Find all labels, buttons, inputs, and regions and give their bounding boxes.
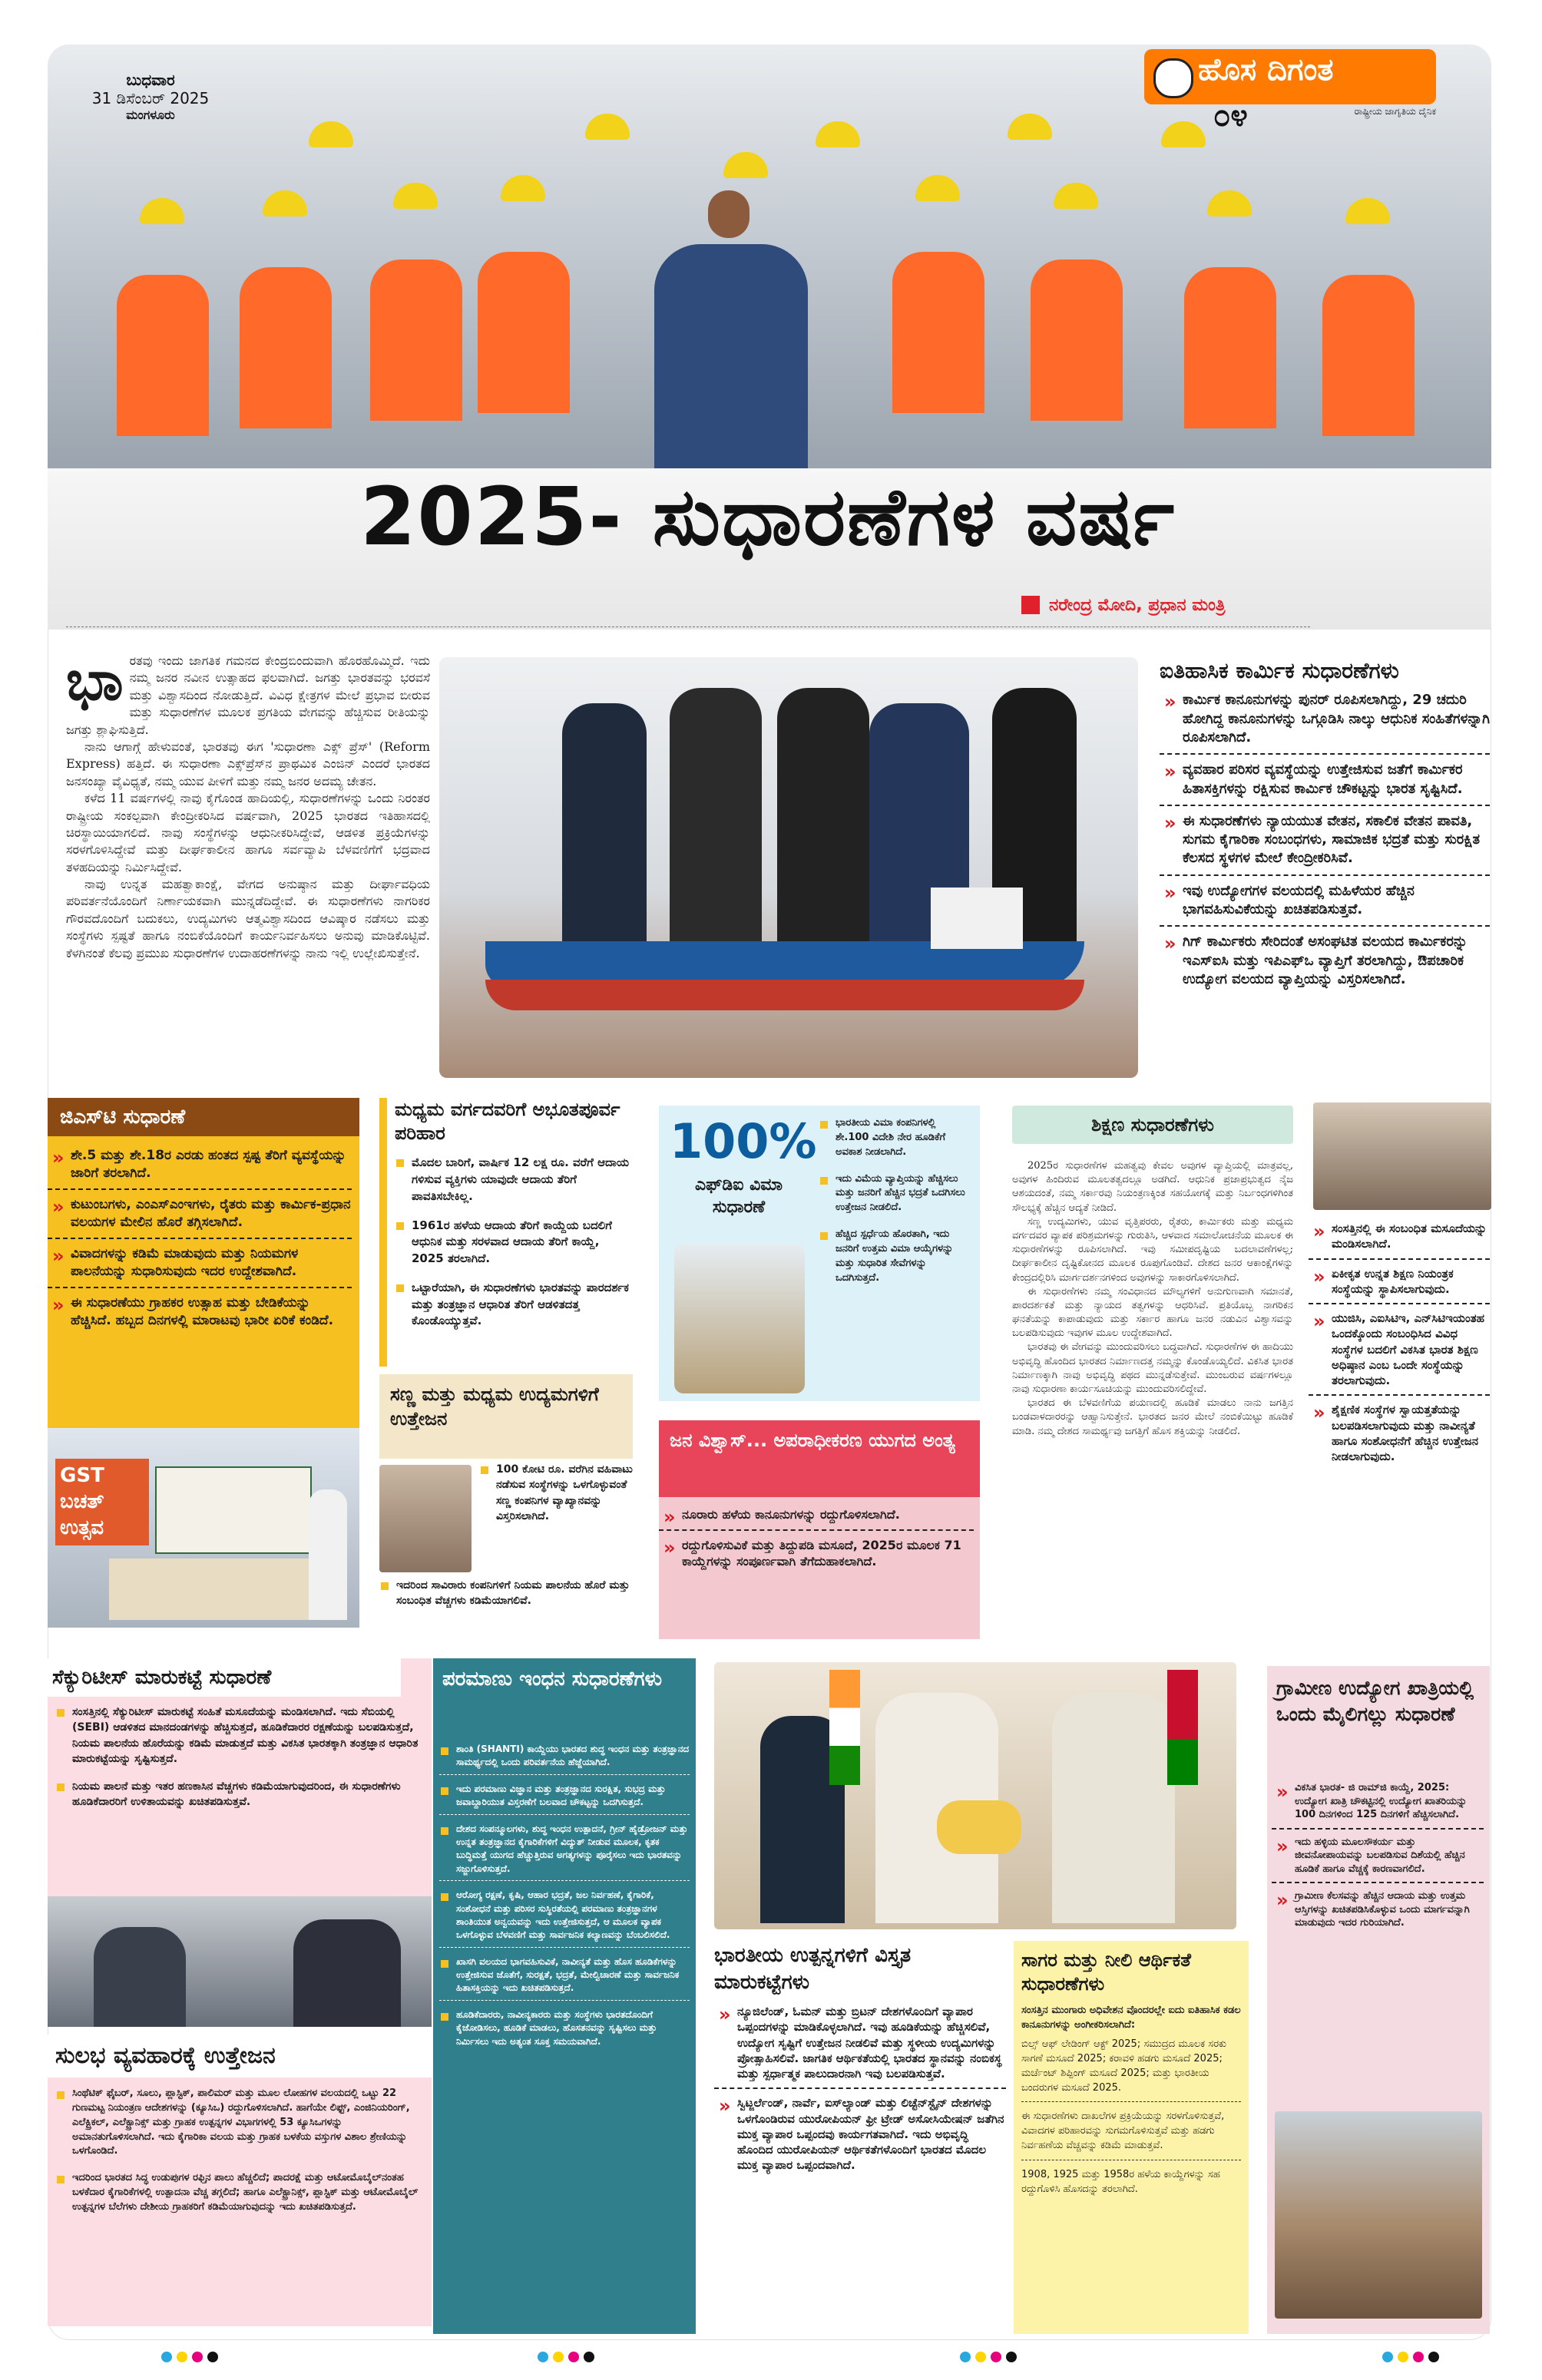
securities-header	[48, 1658, 401, 1697]
rural-workers-photo	[1275, 2111, 1482, 2319]
edition-city: ಮಂಗಳೂರು	[126, 107, 175, 122]
page-number: ೦೪	[1213, 98, 1248, 134]
hero-worker	[478, 252, 570, 413]
headline: 2025- ಸುಧಾರಣೆಗಳ ವರ್ಷ	[359, 470, 1176, 564]
msme-header	[379, 1374, 633, 1459]
ease-header	[48, 2035, 432, 2078]
gst-item: » ಕುಟುಂಬಗಳು, ಎಂಎಸ್‌ಎಂಇಗಳು, ರೈತರು ಮತ್ತು ಕಾರ್ಮಿಕ-ಪ್ರಧಾನ ವಲಯಗಳ ಮೇಲಿನ ಹೊರೆ ತಗ್ಗಿಸಲಾಗಿದೆ.	[48, 1196, 352, 1239]
hero-worker	[117, 275, 209, 436]
education-paragraph: ಭಾರತವು ಈ ವೇಗವನ್ನು ಮುಂದುವರಿಸಲು ಬದ್ಧವಾಗಿದೆ. ಸುಧಾರಣೆಗಳ ಈ ಹಾದಿಯು ಅಭಿವೃದ್ಧಿ ಹೊಂದಿದ ಭಾರತದ ನಿರ್ಮಾಣದತ್ತ ನಮ್ಮನ್ನು ಕೊಂಡೊಯ್ಯಲಿದೆ. ವಿಕಸಿತ ಭಾರತ ನಿರ್ಮಾಣಕ್ಕಾಗಿ ನಾವು ಅಭಿವೃದ್ಧಿ ಪಥದ ಮುನ್ನಡೆಸುತ್ತೇವೆ. ಮುಂಬರುವ ವರ್ಷಗಳಲ್ಲೂ ನಾವು ಸುಧಾರಣಾ ಕಾರ್ಯಸೂಚಿಯನ್ನು ಮುಂದುವರಿಸಲಿದ್ದೇವೆ.	[1012, 1341, 1293, 1395]
byline-rule	[66, 626, 1310, 627]
msme-photo	[379, 1465, 472, 1572]
labour-item: » ಈ ಸುಧಾರಣೆಗಳು ನ್ಯಾಯಯುತ ವೇತನ, ಸಕಾಲಿಕ ವೇತನ ಪಾವತಿ, ಸುಗಮ ಕೈಗಾರಿಕಾ ಸಂಬಂಧಗಳು, ಸಾಮಾಜಿಕ ಭದ್ರತೆ ಮತ್ತು ಸುರಕ್ಷಿತ ಕೆಲಸದ ಸ್ಥಳಗಳ ಮೇಲೆ ಕೇಂದ್ರೀಕರಿಸಿವೆ.	[1160, 812, 1490, 876]
maritime-footnote: 1908, 1925 ಮತ್ತು 1958ರ ಹಳೆಯ ಕಾಯ್ದೆಗಳನ್ನು ಸಹ ರದ್ದುಗೊಳಿಸಿ ಹೊಸದನ್ನು ತರಲಾಗಿದೆ.	[1021, 2168, 1220, 2195]
nuclear-item: ಇದು ಪರಮಾಣು ವಿಜ್ಞಾನ ಮತ್ತು ತಂತ್ರಜ್ಞಾನದ ಸುರಕ್ಷಿತ, ಸುಭದ್ರ ಮತ್ತು ಜವಾಬ್ದಾರಿಯುತ ವಿಸ್ತರಣೆಗೆ ಬಲವಾದ ಚೌಕಟ್ಟನ್ನು ಒದಗಿಸುತ್ತದೆ.	[439, 1783, 690, 1815]
gst-item: » ವಿವಾದಗಳನ್ನು ಕಡಿಮೆ ಮಾಡುವುದು ಮತ್ತು ನಿಯಮಗಳ ಪಾಲನೆಯನ್ನು ಸುಧಾರಿಸುವುದು ಇದರ ಉದ್ದೇಶವಾಗಿದೆ.	[48, 1245, 352, 1288]
education-side-item: » ಯುಜಿಸಿ, ಎಐಸಿಟಿಇ, ಎನ್‌ಸಿಟಿಇಯಂತಹ ಒಂದಕ್ಕೊಂದು ಸಂಬಂಧಿಸಿದ ವಿವಿಧ ಸಂಸ್ಥೆಗಳ ಬದಲಿಗೆ ವಿಕಸಿತ ಭಾರತ ಶಿಕ್ಷಣ ಅಧಿಷ್ಠಾನ ಎಂಬ ಒಂದೇ ಸಂಸ್ಥೆಯನ್ನು ತರಲಾಗುವುದು.	[1309, 1311, 1490, 1396]
trust-box	[659, 1420, 980, 1639]
nuclear-item: ಶಾಂತಿ (SHANTI) ಕಾಯ್ದೆಯು ಭಾರತದ ಶುದ್ಧ ಇಂಧನ ಮತ್ತು ತಂತ್ರಜ್ಞಾನದ ಸಾಮರ್ಥ್ಯದಲ್ಲಿ ಒಂದು ಪರಿವರ್ತನೆಯ ಹೆಜ್ಜೆಯಾಗಿದೆ.	[439, 1743, 690, 1775]
textile-workers-photo	[48, 1896, 432, 2027]
issue-date: 31 ಡಿಸೆಂಬರ್ 2025	[91, 89, 210, 107]
msme-items	[479, 1462, 633, 1536]
fdi-title: ಎಫ್‌ಡಿಐ ವಿಮಾ ಸುಧಾರಣೆ	[695, 1175, 783, 1217]
labour-item: » ಗಿಗ್ ಕಾರ್ಮಿಕರು ಸೇರಿದಂತೆ ಅಸಂಘಟಿತ ವಲಯದ ಕಾರ್ಮಿಕರನ್ನು ಇಎಸ್ಐಸಿ ಮತ್ತು ಇಪಿಎಫ್ಒ ವ್ಯಾಪ್ತಿಗೆ ತರಲಾಗಿದ್ದು, ಔಪಚಾರಿಕ ಉದ್ಯೋಗ ವಲಯದ ವ್ಯಾಪ್ತಿಯನ್ನು ವಿಸ್ತರಿಸಲಾಗಿದೆ.	[1160, 933, 1490, 995]
ease-item: ಇದರಿಂದ ಭಾರತದ ಸಿದ್ಧ ಉಡುಪುಗಳ ರಫ್ತಿನ ಪಾಲು ಹೆಚ್ಚಲಿದೆ; ಪಾದರಕ್ಷೆ ಮತ್ತು ಆಟೋಮೊಬೈಲ್‌ನಂತಹ ಬಳಕೆದಾರ ಕೈಗಾರಿಕೆಗಳಲ್ಲಿ ಉತ್ಪಾದನಾ ವೆಚ್ಚ ತಗ್ಗಲಿದೆ; ಹಾಗೂ ಎಲೆಕ್ಟ್ರಾನಿಕ್ಸ್, ಪ್ಲಾಸ್ಟಿಕ್ ಮತ್ತು ಆಟೋಮೊಬೈಲ್ ಉತ್ಪನ್ನಗಳ ಬೆಲೆಗಳು ದೇಶೀಯ ಗ್ರಾಹಕರಿಗೆ ಕಡಿಮೆಯಾಗುವುದನ್ನು ಇದು ಖಚಿತಪಡಿಸುತ್ತದೆ.	[55, 2171, 421, 2220]
trust-item: » ನೂರಾರು ಹಳೆಯ ಕಾನೂನುಗಳನ್ನು ರದ್ದುಗೊಳಿಸಲಾಗಿದೆ.	[659, 1506, 974, 1531]
markets-item: » ನ್ಯೂಜಿಲೆಂಡ್, ಓಮನ್ ಮತ್ತು ಬ್ರಿಟನ್ ದೇಶಗಳೊಂದಿಗೆ ವ್ಯಾಪಾರ ಒಪ್ಪಂದಗಳನ್ನು ಮಾಡಿಕೊಳ್ಳಲಾಗಿದೆ. ಇವು ಹೂಡಿಕೆಯನ್ನು ಹೆಚ್ಚಿಸಲಿವೆ, ಉದ್ಯೋಗ ಸೃಷ್ಟಿಗೆ ಉತ್ತೇಜನ ನೀಡಲಿವೆ ಮತ್ತು ಸ್ಥಳೀಯ ಉದ್ಯಮಿಗಳನ್ನು ಪ್ರೋತ್ಸಾಹಿಸಲಿವೆ. ಜಾಗತಿಕ ಆರ್ಥಿಕತೆಯಲ್ಲಿ ಭಾರತದ ಸ್ಥಾನವನ್ನು ನಂಬಿಕಸ್ಥ ಮತ್ತು ಸ್ಪರ್ಧಾತ್ಮಕ ಪಾಲುದಾರನಾಗಿ ಇವು ಬಲಪಡಿಸುತ್ತವೆ.	[714, 2004, 1006, 2089]
byline-text: ನರೇಂದ್ರ ಮೋದಿ, ಪ್ರಧಾನ ಮಂತ್ರಿ	[1049, 595, 1226, 615]
maritime-body: ಈ ಸುಧಾರಣೆಗಳು ದಾಖಲೆಗಳ ಪ್ರಕ್ರಿಯೆಯನ್ನು ಸರಳಗೊಳಿಸುತ್ತವೆ, ವಿವಾದಗಳ ಪರಿಹಾರವನ್ನು ಸುಗಮಗೊಳಿಸುತ್ತವೆ ಮತ್ತು ಹಡಗು ನಿರ್ವಹಣೆಯ ವೆಚ್ಚವನ್ನು ಕಡಿಮೆ ಮಾಡುತ್ತವೆ.	[1021, 2110, 1241, 2160]
msme-title: ಸಣ್ಣ ಮತ್ತು ಮಧ್ಯಮ ಉದ್ಯಮಗಳಿಗೆ ಉತ್ತೇಜನ	[390, 1383, 599, 1430]
date-block	[74, 71, 227, 123]
registration-marks	[161, 2351, 223, 2365]
coin-jar-photo	[674, 1244, 805, 1393]
ship-model-photo	[439, 657, 1138, 1078]
fdi-item: ಹೆಚ್ಚಿದ ಸ್ಪರ್ಧೆಯ ಹೊರತಾಗಿ, ಇದು ಜನರಿಗೆ ಉತ್ತಮ ವಿಮಾ ಆಯ್ಕೆಗಳನ್ನು ಮತ್ತು ಸುಧಾರಿತ ಸೇವೆಗಳನ್ನು ಒದಗಿಸುತ್ತದೆ.	[819, 1228, 972, 1290]
byline	[1021, 591, 1313, 619]
gst-photo	[48, 1428, 359, 1628]
hero-worker	[1322, 275, 1415, 436]
education-paragraph: ಈ ಸುಧಾರಣೆಗಳು ನಮ್ಮ ಸಂವಿಧಾನದ ಮೌಲ್ಯಗಳಿಗೆ ಅನುಗುಣವಾಗಿ ಸಮಾನತೆ, ಪಾರದರ್ಶಕತೆ ಮತ್ತು ನ್ಯಾಯದ ತತ್ವಗಳನ್ನು ಆಧರಿಸಿವೆ. ಪ್ರತಿಯೊಬ್ಬ ನಾಗರಿಕನ ಘನತೆಯನ್ನು ಕಾಪಾಡುವುದು ಮತ್ತು ಸರ್ಕಾರ ಹಾಗೂ ಜನರ ನಡುವಿನ ವಿಶ್ವಾಸವನ್ನು ಬಲಪಡಿಸುವುದು ಇವುಗಳ ಮೂಲ ಉದ್ದೇಶವಾಗಿದೆ.	[1012, 1285, 1293, 1340]
brand-emblem-icon	[1153, 58, 1193, 98]
rural-item: » ಇದು ಹಳ್ಳಿಯ ಮೂಲಸೌಕರ್ಯ ಮತ್ತು ಜೀವನೋಪಾಯವನ್ನು ಬಲಪಡಿಸುವ ದಿಶೆಯಲ್ಲಿ ಹೆಚ್ಚಿನ ಹೂಡಿಕೆ ಹಾಗೂ ವೆಚ್ಚಕ್ಕೆ ಕಾರಣವಾಗಲಿದೆ.	[1272, 1836, 1484, 1884]
rural-title: ಗ್ರಾಮೀಣ ಉದ್ಯೋಗ ಖಾತ್ರಿಯಲ್ಲಿ ಒಂದು ಮೈಲಿಗಲ್ಲು ಸುಧಾರಣೆ	[1276, 1677, 1474, 1725]
securities-item: ನಿಯಮ ಪಾಲನೆ ಮತ್ತು ಇತರ ಹಣಕಾಸಿನ ವೆಚ್ಚಗಳು ಕಡಿಮೆಯಾಗುವುದರಿಂದ, ಈ ಸುಧಾರಣೆಗಳು ಹೂಡಿಕೆದಾರರಿಗೆ ಉಳಿತಾಯವನ್ನು ಖಚಿತಪಡಿಸುತ್ತವೆ.	[55, 1779, 421, 1815]
middle-item: ಒಟ್ಟಾರೆಯಾಗಿ, ಈ ಸುಧಾರಣೆಗಳು ಭಾರತವನ್ನು ಪಾರದರ್ಶಕ ಮತ್ತು ತಂತ್ರಜ್ಞಾನ ಆಧಾರಿತ ತೆರಿಗೆ ಆಡಳಿತದತ್ತ ಕೊಂಡೊಯ್ಯುತ್ತವೆ.	[395, 1280, 633, 1334]
labour-section	[1160, 657, 1490, 1001]
education-paragraph: 2025ರ ಸುಧಾರಣೆಗಳ ಮಹತ್ವವು ಕೇವಲ ಅವುಗಳ ವ್ಯಾಪ್ತಿಯಲ್ಲಿ ಮಾತ್ರವಲ್ಲ, ಅವುಗಳ ಹಿಂದಿರುವ ಮೂಲತತ್ವದಲ್ಲೂ ಅಡಗಿದೆ. ಆಧುನಿಕ ಪ್ರಜಾಪ್ರಭುತ್ವದ ನೈಜ ಆಶಯದಂತೆ, ನಮ್ಮ ಸರ್ಕಾರವು ನಿಯಂತ್ರಣಕ್ಕಿಂತ ಸಹಯೋಗಕ್ಕೆ ಮತ್ತು ನಿರ್ಬಂಧಗಳಿಗಿಂತ ಸೌಲಭ್ಯಕ್ಕೆ ಹೆಚ್ಚಿನ ಆದ್ಯತೆ ನೀಡಿದೆ.	[1012, 1160, 1293, 1214]
hero-worker	[1184, 267, 1276, 428]
securities-item: ಸಂಸತ್ತಿನಲ್ಲಿ ಸೆಕ್ಯುರಿಟೀಸ್ ಮಾರುಕಟ್ಟೆ ಸಂಹಿತೆ ಮಸೂದೆಯನ್ನು ಮಂಡಿಸಲಾಗಿದೆ. ಇದು ಸೆಬಿಯಲ್ಲಿ (SEBI) ಆಡಳಿತದ ಮಾನದಂಡಗಳನ್ನು ಹೆಚ್ಚಿಸುತ್ತದೆ, ಹೂಡಿಕೆದಾರರ ರಕ್ಷಣೆಯನ್ನು ಬಲಪಡಿಸುತ್ತದೆ, ನಿಯಮ ಪಾಲನೆಯ ಹೊರೆಯನ್ನು ಕಡಿಮೆ ಮಾಡುತ್ತದೆ ಮತ್ತು ವಿಕಸಿತ ಭಾರತಕ್ಕಾಗಿ ತಂತ್ರಜ್ಞಾನ ಆಧಾರಿತ ಮಾರುಕಟ್ಟೆಯನ್ನು ಸೃಷ್ಟಿಸುತ್ತದೆ.	[55, 1704, 421, 1771]
nuclear-title: ಪರಮಾಣು ಇಂಧನ ಸುಧಾರಣೆಗಳು	[442, 1668, 662, 1691]
markets-item: » ಸ್ವಿಟ್ಜರ್ಲೆಂಡ್, ನಾರ್ವೆ, ಐಸ್‌ಲ್ಯಾಂಡ್ ಮತ್ತು ಲಿಚ್ಟೆನ್‌ಸ್ಟೈನ್ ದೇಶಗಳನ್ನು ಒಳಗೊಂಡಿರುವ ಯುರೋಪಿಯನ್ ಫ್ರೀ ಟ್ರೇಡ್ ಅಸೋಸಿಯೇಷನ್ ಜತೆಗಿನ ಮುಕ್ತ ವ್ಯಾಪಾರ ಒಪ್ಪಂದವು ಕಾರ್ಯಗತವಾಗಿದೆ. ಇದು ಅಭಿವೃದ್ಧಿ ಹೊಂದಿದ ಯುರೋಪಿಯನ್ ಆರ್ಥಿಕತೆಗಳೊಂದಿಗೆ ಭಾರತದ ಮೊದಲ ಮುಕ್ತ ವ್ಯಾಪಾರ ಒಪ್ಪಂದವಾಗಿದೆ.	[714, 2095, 1006, 2179]
gst-title: ಜಿಎಸ್‌ಟಿ ಸುಧಾರಣೆ	[60, 1106, 186, 1129]
gst-header	[48, 1098, 359, 1136]
labour-item: » ವ್ಯವಹಾರ ಪರಿಸರ ವ್ಯವಸ್ಥೆಯನ್ನು ಉತ್ತೇಜಿಸುವ ಜತೆಗೆ ಕಾರ್ಮಿಕರ ಹಿತಾಸಕ್ತಿಗಳನ್ನು ರಕ್ಷಿಸುವ ಕಾರ್ಮಿಕ ಚೌಕಟ್ಟನ್ನು ಭಾರತ ಸೃಷ್ಟಿಸಿದೆ.	[1160, 761, 1490, 806]
labour-title: ಐತಿಹಾಸಿಕ ಕಾರ್ಮಿಕ ಸುಧಾರಣೆಗಳು	[1160, 658, 1399, 683]
fdi-item: ಇದು ವಿಮೆಯ ವ್ಯಾಪ್ತಿಯನ್ನು ಹೆಚ್ಚಿಸಲು ಮತ್ತು ಜನರಿಗೆ ಹೆಚ್ಚಿನ ಭದ್ರತೆ ಒದಗಿಸಲು ಉತ್ತೇಜನ ನೀಡಲಿದೆ.	[819, 1172, 972, 1221]
middle-class-section	[379, 1098, 633, 1367]
nuclear-item: ಹೂಡಿಕೆದಾರರು, ನಾವೀನ್ಯಕಾರರು ಮತ್ತು ಸಂಸ್ಥೆಗಳು ಭಾರತದೊಂದಿಗೆ ಕೈಜೋಡಿಸಲು, ಹೂಡಿಕೆ ಮಾಡಲು, ಹೊಸತನವನ್ನು ಸೃಷ್ಟಿಸಲು ಮತ್ತು ನಿರ್ಮಿಸಲು ಇದು ಅತ್ಯಂತ ಸೂಕ್ತ ಸಮಯವಾಗಿದೆ.	[439, 2008, 690, 2053]
hero-worker	[240, 267, 332, 428]
education-side-item: » ಏಕೀಕೃತ ಉನ್ನತ ಶಿಕ್ಷಣ ನಿಯಂತ್ರಕ ಸಂಸ್ಥೆಯನ್ನು ಸ್ಥಾಪಿಸಲಾಗುವುದು.	[1309, 1266, 1490, 1305]
nuclear-item: ಖಾಸಗಿ ವಲಯದ ಭಾಗವಹಿಸುವಿಕೆ, ನಾವೀನ್ಯತೆ ಮತ್ತು ಹೊಸ ಹೂಡಿಕೆಗಳನ್ನು ಉತ್ತೇಜಿಸುವ ಜೊತೆಗೆ, ಸುರಕ್ಷತೆ, ಭದ್ರತೆ, ಮೇಲ್ವಿಚಾರಣೆ ಮತ್ತು ಸಾರ್ವಜನಿಕ ಹಿತಾಸಕ್ತಿಯನ್ನು ಇದು ಖಚಿತಪಡಿಸುತ್ತದೆ.	[439, 1955, 690, 2001]
middle-item: ಮೊದಲ ಬಾರಿಗೆ, ವಾರ್ಷಿಕ 12 ಲಕ್ಷ ರೂ. ವರೆಗೆ ಆದಾಯ ಗಳಿಸುವ ವ್ಯಕ್ತಿಗಳು ಯಾವುದೇ ಆದಾಯ ತೆರಿಗೆ ಪಾವತಿಸಬೇಕಿಲ್ಲ.	[395, 1155, 633, 1209]
education-header	[1012, 1106, 1293, 1144]
education-side-item: » ಶೈಕ್ಷಣಿಕ ಸಂಸ್ಥೆಗಳ ಸ್ವಾಯತ್ತತೆಯನ್ನು ಬಲಪಡಿಸಲಾಗುವುದು ಮತ್ತು ನಾವೀನ್ಯತೆ ಹಾಗೂ ಸಂಶೋಧನೆಗೆ ಹೆಚ್ಚಿನ ಉತ್ತೇಜನ ನೀಡಲಾಗುವುದು.	[1309, 1402, 1490, 1470]
education-paragraph: ಸಣ್ಣ ಉದ್ಯಮಿಗಳು, ಯುವ ವೃತ್ತಿಪರರು, ರೈತರು, ಕಾರ್ಮಿಕರು ಮತ್ತು ಮಧ್ಯಮ ವರ್ಗದವರ ವ್ಯಾಪಕ ಪರಿಶ್ರಮಗಳನ್ನು ಗುರುತಿಸಿ, ಆಳವಾದ ಸಮಾಲೋಚನೆಯ ಮೂಲಕ ಈ ಸುಧಾರಣೆಗಳನ್ನು ರೂಪಿಸಲಾಗಿದೆ. ಇವು ಸಮೀಪದೃಷ್ಟಿಯ ಬದಲಾವಣೆಗಳಲ್ಲ; ದೀರ್ಘಕಾಲೀನ ದೃಷ್ಟಿಕೋನದ ಮೂಲಕ ರೂಪುಗೊಂಡಿವೆ. ದೇಶದ ಜನರ ಆಕಾಂಕ್ಷೆಗಳನ್ನು ಕೇಂದ್ರದಲ್ಲಿರಿಸಿ ಮಾರ್ಗದರ್ಶನಗಳಿಂದ ಅವುಗಳನ್ನು ಸಾಕಾರಗೊಳಿಸಲಾಗಿದೆ.	[1012, 1215, 1293, 1284]
labour-item: » ಕಾರ್ಮಿಕ ಕಾನೂನುಗಳನ್ನು ಪುನರ್ ರೂಪಿಸಲಾಗಿದ್ದು, 29 ಚದುರಿ ಹೋಗಿದ್ದ ಕಾನೂನುಗಳನ್ನು ಒಗ್ಗೂಡಿಸಿ ನಾಲ್ಕು ಆಧುನಿಕ ಸಂಹಿತೆಗಳನ್ನಾಗಿ ರೂಪಿಸಲಾಗಿದೆ.	[1160, 691, 1490, 755]
nuclear-box	[433, 1658, 696, 2334]
lead-paragraph: ಕಳೆದ 11 ವರ್ಷಗಳಲ್ಲಿ ನಾವು ಕೈಗೊಂಡ ಹಾದಿಯಲ್ಲಿ, ಸುಧಾರಣೆಗಳನ್ನು ಒಂದು ನಿರಂತರ ರಾಷ್ಟ್ರೀಯ ಸಂಕಲ್ಪವಾಗಿ ಕೇಂದ್ರೀಕರಿಸಿದ ವರ್ಷವಾಗಿ, 2025 ಭಾರತದ ಇತಿಹಾಸದಲ್ಲಿ ಚಿರಸ್ಥಾಯಿಯಾಗಲಿದೆ. ನಾವು ಸಂಸ್ಥೆಗಳನ್ನು ಆಧುನೀಕರಿಸಿದ್ದೇವೆ, ಆಡಳಿತ ಪ್ರಕ್ರಿಯೆಗಳನ್ನು ಸರಳಗೊಳಿಸಿದ್ದೇವೆ ಮತ್ತು ದೀರ್ಘಕಾಲೀನ ಹಾಗೂ ಸರ್ವವ್ಯಾಪಿ ಬೆಳವಣಿಗೆಗೆ ಭದ್ರವಾದ ತಳಹದಿಯನ್ನು ನಿರ್ಮಿಸಿದ್ದೇವೆ.	[66, 791, 430, 874]
msme-item: ಇದರಿಂದ ಸಾವಿರಾರು ಕಂಪನಿಗಳಿಗೆ ನಿಯಮ ಪಾಲನೆಯ ಹೊರೆ ಮತ್ತು ಸಂಬಂಧಿತ ವೆಚ್ಚಗಳು ಕಡಿಮೆಯಾಗಲಿವೆ.	[379, 1578, 633, 1614]
labour-item: » ಇವು ಉದ್ಯೋಗಗಳ ವಲಯದಲ್ಲಿ ಮಹಿಳೆಯರ ಹೆಚ್ಚಿನ ಭಾಗವಹಿಸುವಿಕೆಯನ್ನು ಖಚಿತಪಡಿಸುತ್ತವೆ.	[1160, 882, 1490, 927]
maritime-title: ಸಾಗರ ಮತ್ತು ನೀಲಿ ಆರ್ಥಿಕತೆ ಸುಧಾರಣೆಗಳು	[1021, 1949, 1191, 1995]
byline-marker-icon	[1021, 596, 1040, 614]
education-side-item: » ಸಂಸತ್ತಿನಲ್ಲಿ ಈ ಸಂಬಂಧಿತ ಮಸೂದೆಯನ್ನು ಮಂಡಿಸಲಾಗಿದೆ.	[1309, 1221, 1490, 1260]
ease-item: ಸಿಂಥೆಟಿಕ್ ಫೈಬರ್, ಸೂಲು, ಪ್ಲಾಸ್ಟಿಕ್, ಪಾಲಿಮರ್ ಮತ್ತು ಮೂಲ ಲೋಹಗಳ ವಲಯದಲ್ಲಿ ಒಟ್ಟು 22 ಗುಣಮಟ್ಟ ನಿಯಂತ್ರಣ ಆದೇಶಗಳನ್ನು (ಕ್ಯೂಸಿಒ) ರದ್ದುಗೊಳಿಸಲಾಗಿದೆ. ಹಾಗೆಯೇ ಲಿಫ್ಟ್, ಎಂಜಿನಿಯರಿಂಗ್, ಎಲೆಕ್ಟ್ರಿಕಲ್, ಎಲೆಕ್ಟ್ರಾನಿಕ್ಸ್ ಮತ್ತು ಗ್ರಾಹಕ ಉತ್ಪನ್ನಗಳ ವಿಭಾಗಗಳಲ್ಲಿ 53 ಕ್ಯೂಸಿಒಗಳನ್ನು ಅಮಾನತುಗೊಳಿಸಲಾಗಿದೆ. ಇದು ಕೈಗಾರಿಕಾ ವಲಯ ಮತ್ತು ಗ್ರಾಹಕ ಬಳಕೆಯ ವಸ್ತುಗಳ ವಿಶಾಲ ಶ್ರೇಣಿಯನ್ನು ಒಳಗೊಂಡಿದೆ.	[55, 2087, 421, 2163]
securities-title: ಸೆಕ್ಯುರಿಟೀಸ್ ಮಾರುಕಟ್ಟೆ ಸುಧಾರಣೆ	[52, 1666, 272, 1689]
hero-worker	[370, 259, 462, 421]
education-paragraph: ಭಾರತದ ಈ ಬೆಳವಣಿಗೆಯ ಪಯಣದಲ್ಲಿ ಹೂಡಿಕೆ ಮಾಡಲು ನಾನು ಜಗತ್ತಿನ ಬಂಡವಾಳದಾರರನ್ನು ಆಹ್ವಾನಿಸುತ್ತೇನೆ. ಭಾರತದ ಜನರ ಮೇಲೆ ನಂಬಿಕೆಯಿಟ್ಟು ಹೂಡಿಕೆ ಮಾಡಿ. ನಮ್ಮ ದೇಶದ ಸಾಮರ್ಥ್ಯವು ಜಗತ್ತಿಗೆ ಹೊಸ ಶಕ್ತಿಯನ್ನು ನೀಡಲಿದೆ.	[1012, 1397, 1293, 1437]
dropcap: ಭಾ	[66, 653, 124, 712]
gst-photo-banner: GST ಬಚತ್ ಉತ್ಸವ	[55, 1459, 149, 1545]
trust-title: ಜನ ವಿಶ್ವಾಸ್... ಅಪರಾಧೀಕರಣ ಯುಗದ ಅಂತ್ಯ	[670, 1430, 955, 1451]
maritime-laws: ಬಿಲ್ಸ್ ಆಫ್ ಲೇಡಿಂಗ್ ಆಕ್ಟ್ 2025; ಸಮುದ್ರದ ಮೂಲಕ ಸರಕು ಸಾಗಣೆ ಮಸೂದೆ 2025; ಕರಾವಳಿ ಹಡಗು ಮಸೂದೆ 2025; ಮರ್ಚೆಂಟ್ ಶಿಪ್ಪಿಂಗ್ ಮಸೂದೆ 2025; ಮತ್ತು ಭಾರತೀಯ ಬಂದರುಗಳ ಮಸೂದೆ 2025.	[1021, 2038, 1241, 2102]
gst-item: » ಈ ಸುಧಾರಣೆಯು ಗ್ರಾಹಕರ ಉತ್ಸಾಹ ಮತ್ತು ಬೇಡಿಕೆಯನ್ನು ಹೆಚ್ಚಿಸಿದೆ. ಹಬ್ಬದ ದಿನಗಳಲ್ಲಿ ಮಾರಾಟವು ಭಾರೀ ಏರಿಕೆ ಕಂಡಿದೆ.	[48, 1294, 352, 1336]
treaty-signing-photo	[714, 1662, 1236, 1929]
rural-item: » ವಿಕಸಿತ ಭಾರತ- ಜಿ ರಾಮ್‌ಜಿ ಕಾಯ್ದೆ, 2025: ಉದ್ಯೋಗ ಖಾತ್ರಿ ಚೌಕಟ್ಟಿನಲ್ಲಿ ಉದ್ಯೋಗ ಖಾತರಿಯನ್ನು 100 ದಿನಗಳಿಂದ 125 ದಿನಗಳಿಗೆ ಹೆಚ್ಚಿಸಲಾಗಿದೆ.	[1272, 1781, 1484, 1830]
registration-marks	[538, 2351, 599, 2365]
lead-paragraph: ರತವು ಇಂದು ಜಾಗತಿಕ ಗಮನದ ಕೇಂದ್ರಬಿಂದುವಾಗಿ ಹೊರಹೊಮ್ಮಿದೆ. ಇದು ನಮ್ಮ ಜನರ ನವೀನ ಉತ್ಸಾಹದ ಫಲವಾಗಿದೆ. ಜಗತ್ತು ಭಾರತವನ್ನು ಭರವಸೆ ಮತ್ತು ವಿಶ್ವಾಸದಿಂದ ನೋಡುತ್ತಿದೆ. ವಿವಿಧ ಕ್ಷೇತ್ರಗಳ ಮೇಲೆ ಪ್ರಭಾವ ಬೀರುವ ಮತ್ತು ಸುಧಾರಣೆಗಳ ಮೂಲಕ ಪ್ರಗತಿಯ ವೇಗವನ್ನು ಹೆಚ್ಚಿಸುವ ರೀತಿಯನ್ನು ಜಗತ್ತು ಶ್ಲಾಘಿಸುತ್ತಿದೆ.	[66, 653, 430, 737]
msme-items-2	[379, 1578, 633, 1621]
brand-name: ಹೊಸ ದಿಗಂತ	[1198, 52, 1334, 88]
gst-item: » ಶೇ.5 ಮತ್ತು ಶೇ.18ರ ಎರಡು ಹಂತದ ಸ್ಪಷ್ಟ ತೆರಿಗೆ ವ್ಯವಸ್ಥೆಯನ್ನು ಜಾರಿಗೆ ತರಲಾಗಿದೆ.	[48, 1147, 352, 1190]
education-side	[1309, 1221, 1490, 1476]
lead-article	[66, 653, 430, 1076]
hero-leader	[654, 244, 808, 474]
ease-title: ಸುಲಭ ವ್ಯವಹಾರಕ್ಕೆ ಉತ್ತೇಜನ	[55, 2042, 276, 2069]
rural-box	[1267, 1666, 1490, 2334]
fdi-item: ಭಾರತೀಯ ವಿಮಾ ಕಂಪನಿಗಳಲ್ಲಿ ಶೇ.100 ವಿದೇಶಿ ನೇರ ಹೂಡಿಕೆಗೆ ಅವಕಾಶ ನೀಡಲಾಗಿದೆ.	[819, 1116, 972, 1165]
markets-title: ಭಾರತೀಯ ಉತ್ಪನ್ನಗಳಿಗೆ ವಿಸ್ತೃತ ಮಾರುಕಟ್ಟೆಗಳು	[714, 1944, 912, 1995]
nuclear-item: ಆರೋಗ್ಯ ರಕ್ಷಣೆ, ಕೃಷಿ, ಆಹಾರ ಭದ್ರತೆ, ಜಲ ನಿರ್ವಹಣೆ, ಕೈಗಾರಿಕೆ, ಸಂಶೋಧನೆ ಮತ್ತು ಪರಿಸರ ಸುಸ್ಥಿರತೆಯಲ್ಲಿ ಪರಮಾಣು ತಂತ್ರಜ್ಞಾನಗಳ ಶಾಂತಿಯುತ ಅನ್ವಯವನ್ನು ಇದು ಉತ್ತೇಜಿಸುತ್ತದೆ, ಆ ಮೂಲಕ ವ್ಯಾಪಕ ಒಳಗೊಳ್ಳುವ ಬೆಳವಣಿಗೆ ಮತ್ತು ಸಾರ್ವಜನಿಕ ಕಲ್ಯಾಣವನ್ನು ಬೆಂಬಲಿಸಲಿದೆ.	[439, 1889, 690, 1948]
registration-marks	[960, 2351, 1021, 2365]
nuclear-item: ದೇಶದ ಸಂಪನ್ಮೂಲಗಳು, ಶುದ್ಧ ಇಂಧನ ಉತ್ಪಾದನೆ, ಗ್ರೀನ್ ಹೈಡ್ರೋಜನ್ ಮತ್ತು ಉನ್ನತ ತಂತ್ರಜ್ಞಾನದ ಕೈಗಾರಿಕೆಗಳಿಗೆ ವಿದ್ಯುತ್ ನೀಡುವ ಮೂಲಕ, ಕೃತಕ ಬುದ್ಧಿಮತ್ತೆ ಯುಗದ ಹೆಚ್ಚುತ್ತಿರುವ ಅಗತ್ಯಗಳನ್ನು ಪೂರೈಸಲು ಇದು ಭಾರತವನ್ನು ಸಜ್ಜುಗೊಳಿಸುತ್ತದೆ.	[439, 1823, 690, 1882]
education-photo	[1313, 1102, 1491, 1210]
weekday: ಬುಧವಾರ	[126, 71, 175, 89]
brand-tagline: ರಾಷ್ಟ್ರೀಯ ಜಾಗೃತಿಯ ದೈನಿಕ	[1354, 106, 1436, 117]
gst-box	[48, 1136, 359, 1428]
trust-item: » ರದ್ದುಗೊಳಿಸುವಿಕೆ ಮತ್ತು ತಿದ್ದುಪಡಿ ಮಸೂದೆ, 2025ರ ಮೂಲಕ 71 ಕಾಯ್ದೆಗಳನ್ನು ಸಂಪೂರ್ಣವಾಗಿ ತೆಗೆದುಹಾಕಲಾಗಿದೆ.	[659, 1537, 974, 1576]
markets-section	[714, 1942, 1006, 2326]
masthead-logo	[1144, 49, 1436, 104]
fdi-percent: 100%	[670, 1113, 817, 1169]
education-title: ಶಿಕ್ಷಣ ಸುಧಾರಣೆಗಳು	[1091, 1114, 1214, 1135]
rural-item: » ಗ್ರಾಮೀಣ ಕೆಲಸವನ್ನು ಹೆಚ್ಚಿನ ಆದಾಯ ಮತ್ತು ಉತ್ತಮ ಆಸ್ತಿಗಳನ್ನು ಖಚಿತಪಡಿಸಿಕೊಳ್ಳುವ ಒಂದು ಮಾರ್ಗವನ್ನಾಗಿ ಮಾಡುವುದು ಇದರ ಗುರಿಯಾಗಿದೆ.	[1272, 1889, 1484, 1936]
maritime-intro: ಸಂಸತ್ತಿನ ಮುಂಗಾರು ಅಧಿವೇಶನ ವೊಂದರಲ್ಲೇ ಐದು ಐತಿಹಾಸಿಕ ಕಡಲ ಕಾನೂನುಗಳನ್ನು ಅಂಗೀಕರಿಸಲಾಗಿದೆ:	[1021, 2005, 1241, 2031]
education-article	[1012, 1159, 1293, 1651]
trust-header	[659, 1420, 980, 1497]
ease-box	[48, 2035, 432, 2326]
hero-worker	[892, 252, 984, 413]
registration-marks	[1382, 2351, 1444, 2365]
hero-worker	[1031, 259, 1123, 421]
middle-title: ಮಧ್ಯಮ ವರ್ಗದವರಿಗೆ ಅಭೂತಪೂರ್ವ ಪರಿಹಾರ	[395, 1099, 620, 1145]
lead-paragraph: ನಾನು ಆಗಾಗ್ಗೆ ಹೇಳುವಂತೆ, ಭಾರತವು ಈಗ 'ಸುಧಾರಣಾ ಎಕ್ಸ್ ಪ್ರೆಸ್' (Reform Express) ಹತ್ತಿದೆ. ಈ ಸುಧಾರಣಾ ಎಕ್ಸ್‌ಪ್ರೆಸ್‌ನ ಪ್ರಾಥಮಿಕ ಎಂಜಿನ್ ಎಂದರೆ ಭಾರತದ ಜನಸಂಖ್ಯಾ ವೈವಿಧ್ಯತೆ, ನಮ್ಮ ಯುವ ಪೀಳಿಗೆ ಮತ್ತು ನಮ್ಮ ಜನರ ಅದಮ್ಯ ಚೇತನ.	[66, 739, 430, 788]
middle-item: 1961ರ ಹಳೆಯ ಆದಾಯ ತೆರಿಗೆ ಕಾಯ್ದೆಯ ಬದಲಿಗೆ ಆಧುನಿಕ ಮತ್ತು ಸರಳವಾದ ಆದಾಯ ತೆರಿಗೆ ಕಾಯ್ದೆ, 2025 ತರಲಾಗಿದೆ.	[395, 1218, 633, 1272]
lead-paragraph: ನಾವು ಉನ್ನತ ಮಹತ್ವಾಕಾಂಕ್ಷೆ, ವೇಗದ ಅನುಷ್ಠಾನ ಮತ್ತು ದೀರ್ಘಾವಧಿಯ ಪರಿವರ್ತನೆಯೊಂದಿಗೆ ನಿರ್ಣಾಯಕವಾಗಿ ಮುನ್ನಡೆದಿದ್ದೇವೆ. ಈ ಸುಧಾರಣೆಗಳು ನಾಗರಿಕರ ಗೌರವದೊಂದಿಗೆ ಬದುಕಲು, ಉದ್ಯಮಿಗಳು ಆತ್ಮವಿಶ್ವಾಸದಿಂದ ಆವಿಷ್ಕಾರ ನಡೆಸಲು ಮತ್ತು ಸಂಸ್ಥೆಗಳು ಸ್ಪಷ್ಟತೆ ಹಾಗೂ ನಂಬಿಕೆಯೊಂದಿಗೆ ಕಾರ್ಯನಿರ್ವಹಿಸಲು ಅನುವು ಮಾಡಿಕೊಟ್ಟಿವೆ. ಕೆಳಗಿನಂತೆ ಕೆಲವು ಪ್ರಮುಖ ಸುಧಾರಣೆಗಳ ಉದಾಹರಣೆಗಳನ್ನು ನಾನು ಇಲ್ಲಿ ಉಲ್ಲೇಖಿಸುತ್ತೇನೆ.	[66, 877, 430, 960]
maritime-box	[1014, 1941, 1249, 2334]
fdi-box	[659, 1106, 980, 1401]
msme-item: 100 ಕೋಟಿ ರೂ. ವರೆಗಿನ ವಹಿವಾಟು ನಡೆಸುವ ಸಂಸ್ಥೆಗಳನ್ನು ಒಳಗೊಳ್ಳುವಂತೆ ಸಣ್ಣ ಕಂಪನಿಗಳ ವ್ಯಾಖ್ಯಾನವನ್ನು ವಿಸ್ತರಿಸಲಾಗಿದೆ.	[479, 1462, 633, 1529]
